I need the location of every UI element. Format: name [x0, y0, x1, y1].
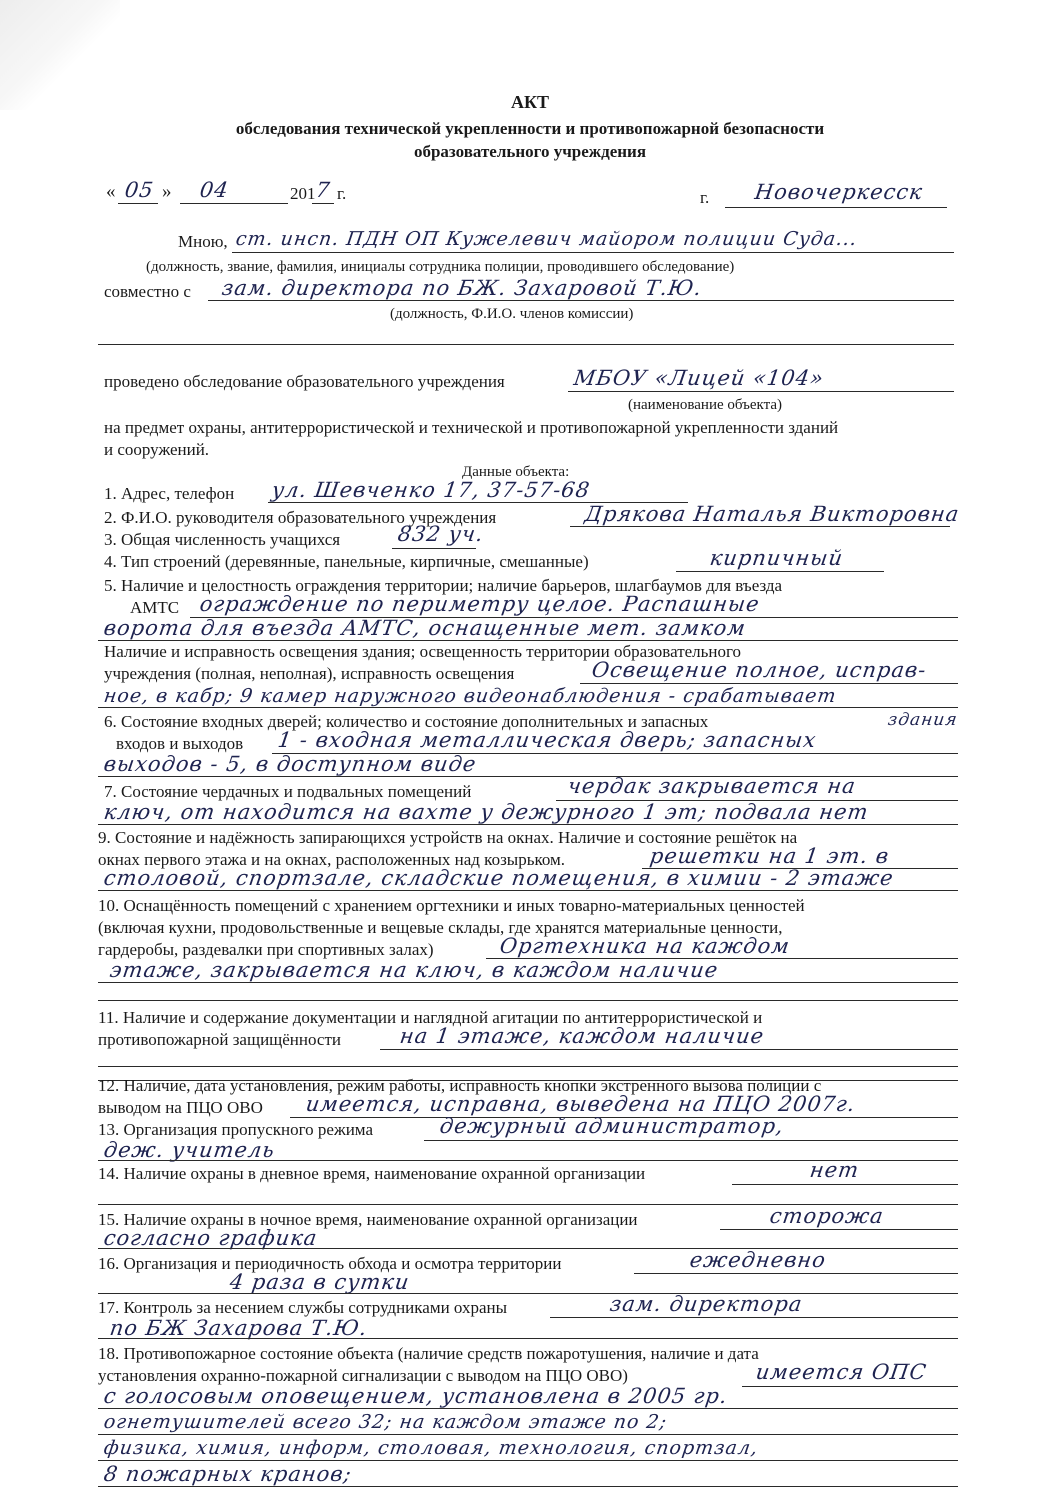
date-open-quote: « — [106, 181, 116, 202]
date-month-line — [180, 203, 288, 204]
item-4-value: кирпичный — [708, 546, 845, 570]
item-18-line-2 — [98, 1408, 958, 1409]
object-data-title: Данные объекта: — [462, 464, 570, 480]
item-13-value-2: деж. учитель — [102, 1138, 277, 1162]
item-10-label-1: 10. Оснащённость помещений с хранением оргтехники и иных товарно-материальных ценностей — [98, 896, 805, 915]
item-5-value-4: ное, в кабр; 9 камер наружного видеонаблюдения - срабатывает — [102, 685, 839, 707]
item-11-line-1 — [380, 1049, 958, 1050]
item-1-value: ул. Шевченко 17, 37-57-68 — [270, 478, 592, 502]
item-18-line-5 — [98, 1486, 958, 1487]
item-2-line — [570, 526, 950, 527]
item-4-label: 4. Тип строений (деревянные, панельные, кирпичные, смешанные) — [104, 552, 589, 571]
item-18-value-2: с голосовым оповещением, установлена в 2005 гр. — [102, 1384, 730, 1408]
date-year-suffix: 7 — [314, 178, 333, 202]
document-subtitle-2: образовательного учреждения — [413, 142, 647, 161]
item-6-value-1: 1 - входная металлическая дверь; запасных — [276, 728, 819, 752]
city-line — [725, 207, 947, 208]
item-10-label-3: гардеробы, раздевалки при спортивных залах) — [98, 940, 434, 959]
item-13-value-1: дежурный администратор, — [438, 1114, 786, 1138]
item-5-value-3: Освещение полное, исправ- — [590, 658, 929, 682]
date-year-g: г. — [337, 184, 347, 203]
item-16-label: 16. Организация и периодичность обхода и осмотра территории — [98, 1254, 562, 1273]
survey-value: МБОУ «Лицей «104» — [572, 366, 826, 390]
item-5-label-4: учреждения (полная, неполная), исправность освещения — [104, 664, 515, 683]
item-9-line-2 — [98, 890, 958, 891]
item-2-label: 2. Ф.И.О. руководителя образовательного учреждения — [104, 508, 497, 527]
item-15-line-1 — [720, 1229, 958, 1230]
item-17-value-1: зам. директора — [608, 1292, 805, 1316]
item-10-value-2: этаже, закрывается на ключ, в каждом наличие — [108, 958, 720, 982]
item-5-label-1: 5. Наличие и целостность ограждения территории; наличие барьеров, шлагбаумов для въезда — [104, 576, 783, 595]
item-7-line-2 — [98, 824, 958, 825]
item-15-value-2: согласно графика — [102, 1226, 320, 1250]
document-title: АКТ — [510, 92, 550, 112]
item-10-line-2 — [98, 982, 958, 983]
item-5-label-2: АМТС — [130, 598, 180, 617]
item-14-value: нет — [808, 1158, 861, 1182]
item-9-value-1: решетки на 1 эт. в — [648, 844, 891, 868]
item-12-label-1: 12. Наличие, дата установления, режим работы, исправность кнопки экстренного вызова полиции с — [98, 1076, 822, 1095]
item-16-value-2: 4 раза в сутки — [228, 1270, 412, 1294]
item-1-label: 1. Адрес, телефон — [104, 484, 235, 503]
item-5-value-1: ограждение по периметру целое. Распашные — [198, 592, 762, 616]
item-18-label-2: установления охранно-пожарной сигнализации с выводом на ПЦО ОВО) — [98, 1366, 628, 1385]
item-9-label-1: 9. Состояние и надёжность запирающихся устройств на окнах. Наличие и состояние решёток на — [98, 828, 798, 847]
city-prefix: г. — [700, 188, 710, 207]
item-18-label-1: 18. Противопожарное состояние объекта (наличие средств пожаротушения, наличие и дата — [98, 1344, 759, 1363]
item-17-line-2 — [98, 1338, 958, 1339]
item-18-line-3 — [98, 1434, 958, 1435]
item-17-line-1 — [550, 1317, 958, 1318]
document-subtitle-1: обследования технической укрепленности и противопожарной безопасности — [235, 119, 825, 138]
date-day-line — [118, 203, 158, 204]
item-13-label: 13. Организация пропускного режима — [98, 1120, 373, 1139]
survey-line — [568, 391, 954, 392]
item-2-value: Дрякова Наталья Викторовна — [583, 502, 962, 526]
item-11-label-1: 11. Наличие и содержание документации и наглядной агитации по антитеррористической и — [98, 1008, 763, 1027]
item-11-value-1: на 1 этаже, каждом наличие — [398, 1024, 766, 1048]
jointly-label: совместно с — [104, 282, 191, 301]
date-day: 05 — [123, 178, 156, 202]
item-3-line — [392, 548, 476, 549]
item-5-value-2: ворота для въезда АМТС, оснащенные мет. замком — [102, 616, 748, 640]
item-10-line-3 — [98, 1000, 958, 1001]
item-5-line-4 — [98, 707, 958, 708]
date-year-line — [312, 203, 334, 204]
item-4-line — [676, 571, 884, 572]
blank-line-1 — [98, 344, 954, 345]
item-14-line-1 — [732, 1184, 958, 1185]
item-18-line-4 — [98, 1460, 958, 1461]
item-18-value-1: имеется ОПС — [754, 1360, 929, 1384]
item-13-line-1 — [424, 1140, 958, 1141]
item-15-label: 15. Наличие охраны в ночное время, наименование охранной организации — [98, 1210, 638, 1229]
jointly-value: зам. директора по БЖ. Захаровой Т.Ю. — [220, 276, 704, 300]
inspector-label: Мною, — [178, 232, 228, 251]
item-17-label: 17. Контроль за несением службы сотрудниками охраны — [98, 1298, 508, 1317]
date-close-quote: » — [162, 181, 172, 202]
item-16-value-1: ежедневно — [688, 1248, 828, 1272]
item-15-value-1: сторожа — [768, 1204, 886, 1228]
item-6-label-2: входов и выходов — [116, 734, 244, 753]
date-month: 04 — [198, 178, 231, 202]
survey-caption: (наименование объекта) — [628, 397, 783, 413]
item-7-value-2: ключ, от находится на вахте у дежурного 1 эт; подвала нет — [102, 800, 871, 824]
item-3-label: 3. Общая численность учащихся — [104, 530, 341, 549]
item-11-label-2: противопожарной защищённости — [98, 1030, 341, 1049]
inspector-value: ст. инсп. ПДН ОП Кужелевич майором полиции Суда... — [234, 228, 859, 250]
item-7-label: 7. Состояние чердачных и подвальных помещений — [104, 782, 472, 801]
date-year-prefix: 201 — [290, 184, 316, 203]
item-17-value-2: по БЖ Захарова Т.Ю. — [108, 1316, 370, 1340]
jointly-line — [208, 300, 954, 301]
item-5-value-5: здания — [886, 710, 959, 730]
jointly-caption: (должность, Ф.И.О. членов комиссии) — [390, 306, 634, 322]
item-6-value-2: выходов - 5, в доступном виде — [102, 752, 479, 776]
item-18-line-1 — [742, 1386, 958, 1387]
survey-subject-2: и сооружений. — [104, 440, 210, 459]
inspector-caption: (должность, звание, фамилия, инициалы сотрудника полиции, проводившего обследование) — [146, 259, 735, 275]
item-3-value: 832 уч. — [396, 522, 486, 546]
item-16-line-1 — [634, 1273, 958, 1274]
item-14-label: 14. Наличие охраны в дневное время, наименование охранной организации — [98, 1164, 646, 1183]
item-9-value-2: столовой, спортзале, складские помещения, в химии - 2 этаже — [102, 866, 896, 890]
item-12-value-1: имеется, исправна, выведена на ПЦО 2007г. — [304, 1092, 858, 1116]
item-10-value-1: Оргтехника на каждом — [498, 934, 792, 958]
item-18-value-4: физика, химия, информ, столовая, технология, спортзал, — [102, 1437, 760, 1459]
item-16-line-2 — [98, 1293, 958, 1294]
inspector-line — [232, 252, 954, 253]
item-12-label-2: выводом на ПЦО ОВО — [98, 1098, 263, 1117]
item-10-label-2: (включая кухни, продовольственные и вещевые склады, где хранятся материальные ценности, — [98, 918, 783, 937]
city-name: Новочеркесск — [753, 180, 925, 204]
item-7-value-1: чердак закрывается на — [566, 774, 858, 798]
item-15-line-2 — [98, 1248, 958, 1249]
item-11-line-2 — [98, 1066, 958, 1067]
item-9-label-2: окнах первого этажа и на окнах, расположенных над козырьком. — [98, 850, 566, 869]
item-5-label-3: Наличие и исправность освещения здания; освещенность территории образовательного — [104, 642, 742, 661]
item-18-value-5: 8 пожарных кранов; — [102, 1462, 354, 1486]
survey-subject-1: на предмет охраны, антитеррористической и технической и противопожарной укрепленности зданий — [104, 418, 839, 437]
survey-label: проведено обследование образовательного учреждения — [104, 372, 505, 391]
item-5-line-2 — [98, 640, 958, 641]
item-6-label-1: 6. Состояние входных дверей; количество и состояние дополнительных и запасных — [104, 712, 709, 731]
item-18-value-3: огнетушителей всего 32; на каждом этаже по 2; — [102, 1411, 669, 1433]
